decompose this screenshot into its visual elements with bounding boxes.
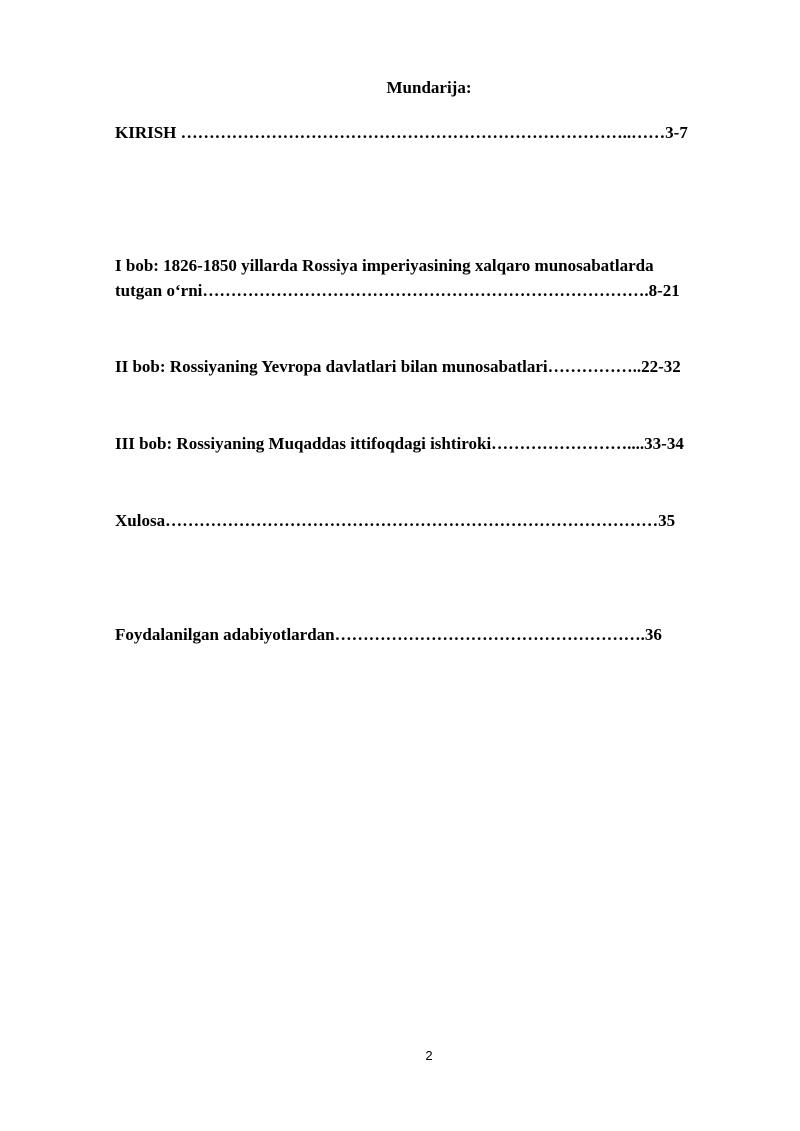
toc-entry-references: Foydalanilgan adabiyotlardan……………………………………………….36 — [115, 625, 662, 644]
toc-entry-chapter-1-line-2: tutgan o‘rni…………………………………………………………………….8-21 — [115, 281, 680, 300]
page-number: 2 — [425, 1048, 433, 1063]
toc-entry-chapter-2: II bob: Rossiyaning Yevropa davlatlari bilan munosabatlari……………..22-32 — [115, 357, 681, 376]
toc-entry-chapter-3: III bob: Rossiyaning Muqaddas ittifoqdagi ishtiroki……………………....33-34 — [115, 434, 684, 453]
toc-entry-kirish: KIRISH ……………………………………………………………………..……3-7 — [115, 123, 688, 142]
toc-entry-xulosa: Xulosa……………………………………………………………………………35 — [115, 511, 676, 530]
toc-entry-chapter-1-line-1: I bob: 1826-1850 yillarda Rossiya imperiyasining xalqaro munosabatlarda — [115, 256, 654, 275]
toc-title: Mundarija: — [386, 78, 472, 97]
